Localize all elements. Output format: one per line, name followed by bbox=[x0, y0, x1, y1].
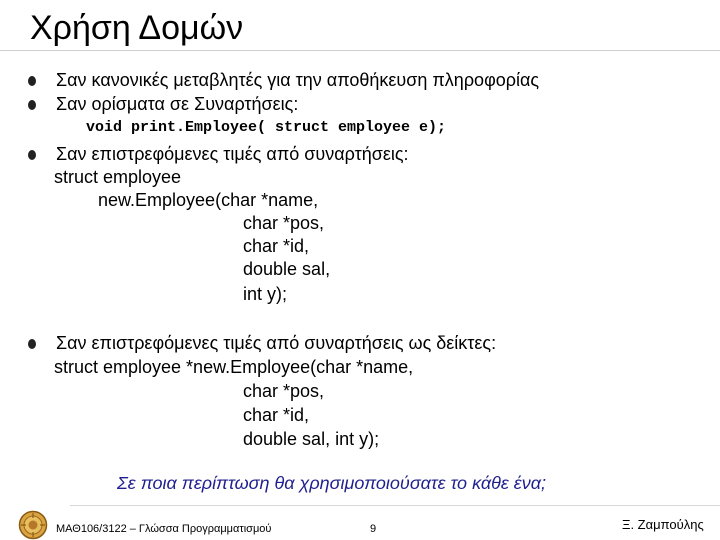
bullet-4-text: Σαν επιστρεφόμενες τιμές από συναρτήσεις ως δείκτες: bbox=[56, 333, 497, 353]
discussion-question: Σε ποια περίπτωση θα χρησιμοποιούσατε το κάθε ένα; bbox=[117, 473, 546, 493]
code-line: new.Employee(char *name, bbox=[98, 190, 319, 210]
title-divider bbox=[0, 50, 720, 51]
code-line: struct employee *new.Employee(char *name, bbox=[54, 357, 414, 377]
bullet-1-text: Σαν κανονικές μεταβλητές για την αποθήκευση πληροφορίας bbox=[56, 70, 540, 90]
bullet-3-text: Σαν επιστρεφόμενες τιμές από συναρτήσεις: bbox=[56, 144, 409, 164]
page-number: 9 bbox=[370, 523, 377, 535]
slide-title: Χρήση Δομών bbox=[30, 9, 244, 47]
bullet-marker bbox=[28, 100, 36, 110]
code-line: double sal, int y); bbox=[243, 429, 380, 449]
course-label: ΜΑΘ106/3122 – Γλώσσα Προγραμματισμού bbox=[56, 523, 272, 535]
code-line: char *pos, bbox=[243, 213, 325, 233]
code-line: char *id, bbox=[243, 236, 310, 256]
code-line: double sal, bbox=[243, 259, 331, 279]
university-seal-icon bbox=[18, 510, 48, 540]
bullet-marker bbox=[28, 339, 36, 349]
bullet-marker bbox=[28, 150, 36, 160]
code-line: char *id, bbox=[243, 405, 310, 425]
bullet-marker bbox=[28, 76, 36, 86]
author-name: Ξ. Ζαμπούλης bbox=[622, 517, 704, 532]
footer-divider bbox=[70, 505, 720, 506]
code-line: struct employee bbox=[54, 167, 182, 187]
code-line: char *pos, bbox=[243, 381, 325, 401]
code-example: void print.Employee( struct employee e); bbox=[86, 119, 447, 136]
code-line: int y); bbox=[243, 284, 288, 304]
bullet-2-text: Σαν ορίσματα σε Συναρτήσεις: bbox=[56, 94, 299, 114]
